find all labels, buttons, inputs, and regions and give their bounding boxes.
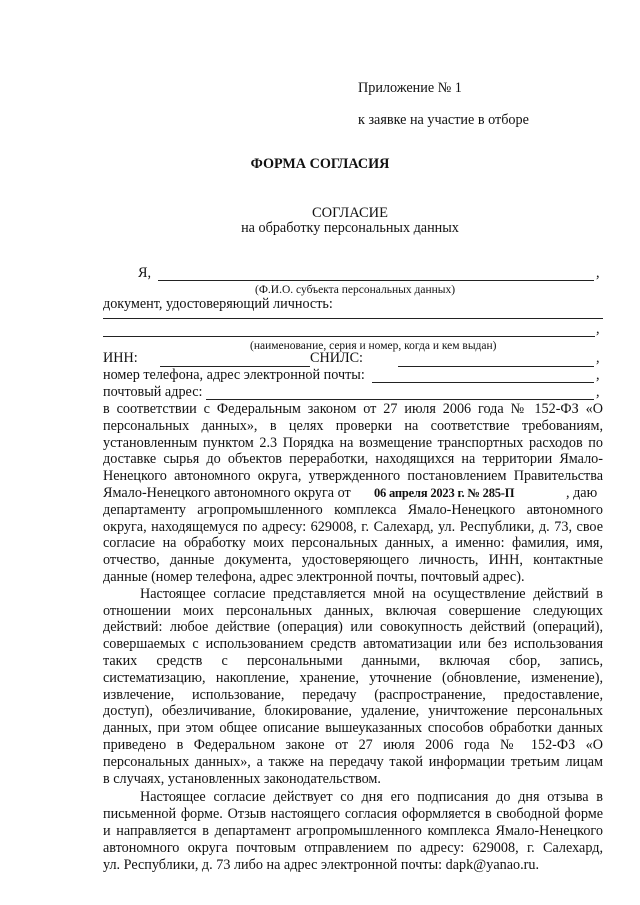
p2-line: данных, при этом общее описание вышеуказанных способов обработки данных <box>103 720 603 737</box>
p3-line: ул. Республики, д. 73 либо на адрес электронной почты: dapk@yanao.ru. <box>103 856 540 873</box>
p1-resolution-suffix: , даю <box>566 484 598 501</box>
contacts-input-line[interactable] <box>372 382 594 383</box>
p1-line: установленным пунктом 2.3 Порядка на возмещение транспортных расходов по <box>103 434 603 451</box>
paragraph-1 <box>103 401 603 873</box>
document-input-line-1[interactable] <box>103 318 603 319</box>
snils-comma: , <box>596 350 600 366</box>
p1-resolution-line <box>103 485 603 502</box>
p2-line: систематизацию, накопление, хранение, уточнение (обновление, изменение), <box>103 669 603 686</box>
p3-line: и направляется в департамент агропромышленного комплекса Ямало-Ненецкого <box>103 822 603 839</box>
resolution-ref: 06 апреля 2023 г. № 285-П <box>374 485 515 500</box>
p2-line: таких средств с персональными данными, включая сбор, запись, <box>103 652 603 669</box>
document-label: документ, удостоверяющий личность: <box>103 296 333 312</box>
p2-line: Настоящее согласие представляется мной на осуществление действий в <box>140 585 603 602</box>
p1-line: данные (номер телефона, адрес электронной почты, почтовый адрес). <box>103 568 525 585</box>
p2-line: в случаях, установленных законодательством. <box>103 770 381 787</box>
p2-line: извлечение, использование, передачу (распространение, предоставление, <box>103 686 603 703</box>
fio-input-line[interactable] <box>158 280 594 281</box>
p3-line: письменной форме. Отзыв настоящего согласия оформляется в свободной форме <box>103 806 603 823</box>
contacts-label: номер телефона, адрес электронной почты: <box>103 367 365 383</box>
appendix-number: Приложение № 1 <box>358 80 462 96</box>
i-label: Я, <box>138 265 152 281</box>
p1-line: персональных данных», в целях проверки на соответствие требованиям, <box>103 417 603 434</box>
appendix-subtitle: к заявке на участие в отборе <box>358 112 529 128</box>
consent-subtitle: на обработку персональных данных <box>241 220 459 236</box>
p1-resolution-prefix: Ямало-Ненецкого автономного округа от <box>103 484 351 501</box>
address-label: почтовый адрес: <box>103 384 203 400</box>
p1-line: согласие на обработку моих персональных данных, а именно: фамилия, имя, <box>103 535 603 552</box>
p2-line: действий: любое действие (операция) или совокупность действий (операций), <box>103 619 603 636</box>
p1-line: в соответствии с Федеральным законом от 27 июля 2006 года № 152-ФЗ «О <box>103 401 603 417</box>
consent-title: СОГЛАСИЕ <box>311 205 389 221</box>
p1-line: департаменту агропромышленного комплекса Ямало-Ненецкого автономного <box>103 501 603 518</box>
p3-line: Настоящее согласие действует со дня его подписания до дня отзыва в <box>140 789 603 806</box>
document-hint: (наименование, серия и номер, когда и кем выдан) <box>250 340 497 352</box>
p2-line: отношении моих персональных данных, включая совершение следующих <box>103 602 603 619</box>
fio-hint: (Ф.И.О. субъекта персональных данных) <box>255 284 456 296</box>
p2-line: приведено в Федеральном законе от 27 июля 2006 года № 152-ФЗ «О <box>103 736 603 753</box>
snils-input-line[interactable] <box>398 366 594 367</box>
fio-comma: , <box>596 265 600 281</box>
document-input-line-2[interactable] <box>103 336 595 337</box>
p1-line: доставке сырья до объектов переработки, находящихся на территории Ямало- <box>103 451 603 468</box>
p2-line: персональных данных», а также на передачу такой информации третьим лицам <box>103 753 603 770</box>
p2-line: совершаемых с использованием средств автоматизации или без использования <box>103 636 603 653</box>
p1-line: отчество, данные документа, удостоверяющего личность, ИНН, контактные <box>103 552 603 569</box>
p1-line: Ненецкого автономного округа, утвержденного постановлением Правительства <box>103 468 603 485</box>
document-comma: , <box>596 321 600 337</box>
snils-label: СНИЛС: <box>310 350 363 366</box>
p2-line: доступ), обезличивание, блокирование, удаление, уничтожение персональных <box>103 703 603 720</box>
address-comma: , <box>596 384 600 400</box>
inn-label: ИНН: <box>103 350 138 366</box>
p1-line: округа, находящемуся по адресу: 629008, г. Салехард, ул. Республики, д. 73, свое <box>103 518 603 535</box>
p3-line: автономного округа почтовым отправлением по адресу: 629008, г. Салехард, <box>103 839 603 856</box>
contacts-comma: , <box>596 367 600 383</box>
address-input-line[interactable] <box>206 399 594 400</box>
form-title: ФОРМА СОГЛАСИЯ <box>250 156 390 172</box>
